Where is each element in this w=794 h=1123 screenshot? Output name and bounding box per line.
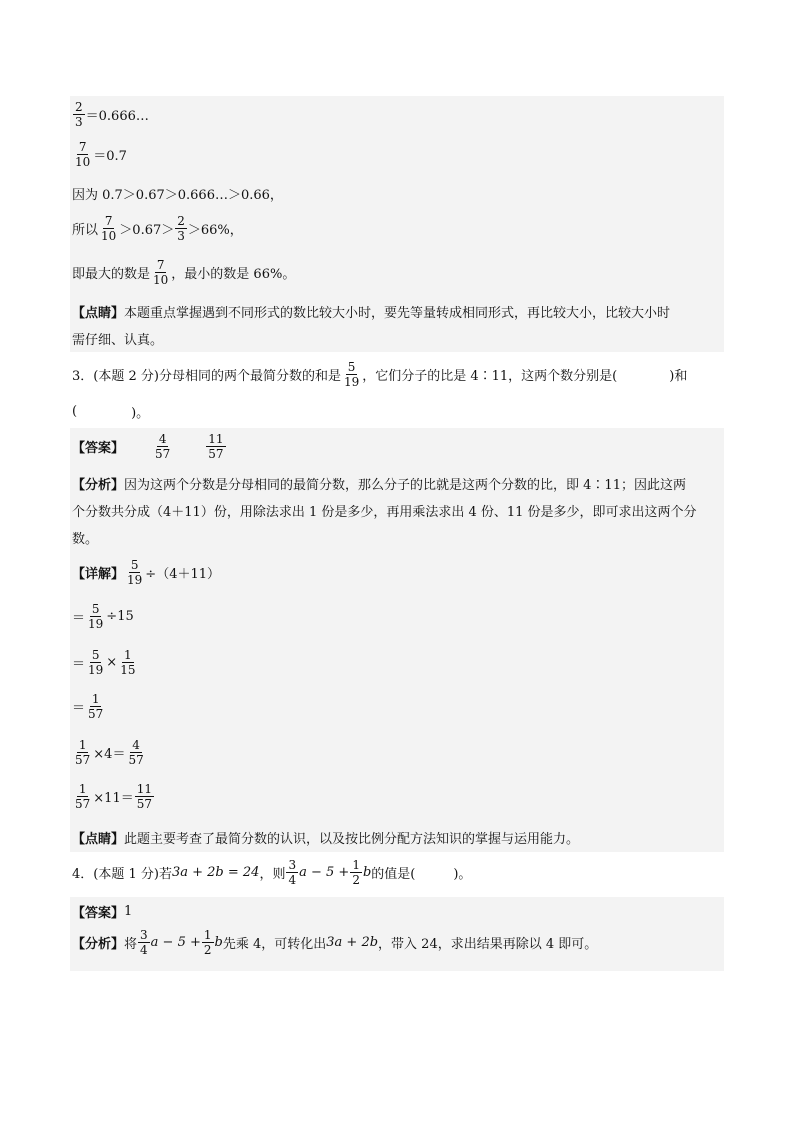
question-3-blank: ( )。	[72, 404, 150, 421]
fraction: $\frac{7}{10}$	[101, 214, 117, 243]
detail-3-step5: $\frac{1}{57}$ ×4＝ $\frac{4}{57}$	[75, 738, 144, 767]
detail-3-step4: ＝ $\frac{1}{57}$	[72, 692, 104, 721]
detail-3-step1: 【详解】 $\frac{5}{19}$ ÷（4＋11）	[72, 558, 221, 587]
analysis-4: 【分析】 将 $\frac{3}{4}$ a − 5 + $\frac{1}{2}$ b 先乘 4，可转化出 3a + 2b ，带入 24，求出结果再除以 4 即可。	[72, 928, 598, 957]
detail-3-step2: ＝ $\frac{5}{19}$ ÷15	[72, 602, 134, 631]
detail-3-step6: $\frac{1}{57}$ ×11＝ $\frac{11}{57}$	[75, 782, 152, 811]
fraction: $\frac{1}{15}$	[120, 648, 136, 677]
line-max-min: 即最大的数是 $\frac{7}{10}$ ，最小的数是 66%。	[72, 258, 296, 287]
line-so: 所以 $\frac{7}{10}$ ＞0.67＞ $\frac{2}{3}$ ＞66%，	[72, 214, 243, 243]
fraction: $\frac{7}{10}$	[75, 140, 91, 169]
line-two-thirds: $\frac{2}{3}$ ＝0.666…	[75, 100, 149, 129]
line-because: 因为 0.7＞0.67＞0.666…＞0.66，	[72, 188, 283, 203]
answer-fraction: $\frac{11}{57}$	[208, 432, 224, 461]
answer-4: 【答案】 1	[72, 904, 133, 921]
fraction: $\frac{1}{57}$	[75, 782, 91, 811]
fraction: $\frac{5}{19}$	[343, 360, 360, 389]
fraction: $\frac{3}{4}$	[140, 928, 148, 957]
fraction: $\frac{5}{19}$	[127, 558, 143, 587]
analysis-3-cont: 个分数共分成（4＋11）份，用除法求出 1 份是多少，再用乘法求出 4 份、11 份是多少，即可求出这两个分	[72, 505, 697, 520]
fraction: $\frac{2}{3}$	[75, 100, 83, 129]
answer-3: 【答案】 $\frac{4}{57}$ $\frac{11}{57}$	[72, 432, 224, 461]
fraction: $\frac{1}{57}$	[88, 692, 104, 721]
analysis-3: 【分析】 因为这两个分数是分母相同的最简分数，那么分子的比就是这两个分数的比，即 4∶11；因此这两	[72, 478, 686, 493]
fraction: $\frac{5}{19}$	[88, 648, 104, 677]
fraction: $\frac{4}{57}$	[128, 738, 144, 767]
line-seven-tenths: $\frac{7}{10}$ ＝0.7	[75, 140, 127, 169]
answer-fraction: $\frac{4}{57}$	[155, 432, 171, 461]
fraction: $\frac{7}{10}$	[153, 258, 169, 287]
question-4: 4．(本题 1 分)若 3a + 2b = 24 ，则 $\frac{3}{4}$ a − 5 + $\frac{1}{2}$ b 的值是( )。	[72, 858, 472, 887]
fraction: $\frac{3}{4}$	[288, 858, 297, 887]
fraction: $\frac{11}{57}$	[136, 782, 152, 811]
dianjing-1: 【点睛】 本题重点掌握遇到不同形式的数比较大小时，要先等量转成相同形式，再比较大小，比较大小时	[72, 306, 671, 321]
fraction: $\frac{1}{57}$	[75, 738, 91, 767]
question-3: 3．(本题 2 分)分母相同的两个最简分数的和是 $\frac{5}{19}$ ，它们分子的比是 4∶11，这两个数分别是( )和	[72, 360, 688, 389]
dianjing-3: 【点睛】 此题主要考查了最简分数的认识，以及按比例分配方法知识的掌握与运用能力。	[72, 832, 580, 847]
fraction: $\frac{2}{3}$	[177, 214, 185, 243]
fraction: $\frac{5}{19}$	[88, 602, 104, 631]
analysis-3-cont2: 数。	[72, 532, 99, 547]
fraction: $\frac{1}{2}$	[203, 928, 212, 957]
fraction: $\frac{1}{2}$	[352, 858, 360, 887]
dianjing-1-cont: 需仔细、认真。	[72, 333, 164, 348]
detail-3-step3: ＝ $\frac{5}{19}$ × $\frac{1}{15}$	[72, 648, 136, 677]
